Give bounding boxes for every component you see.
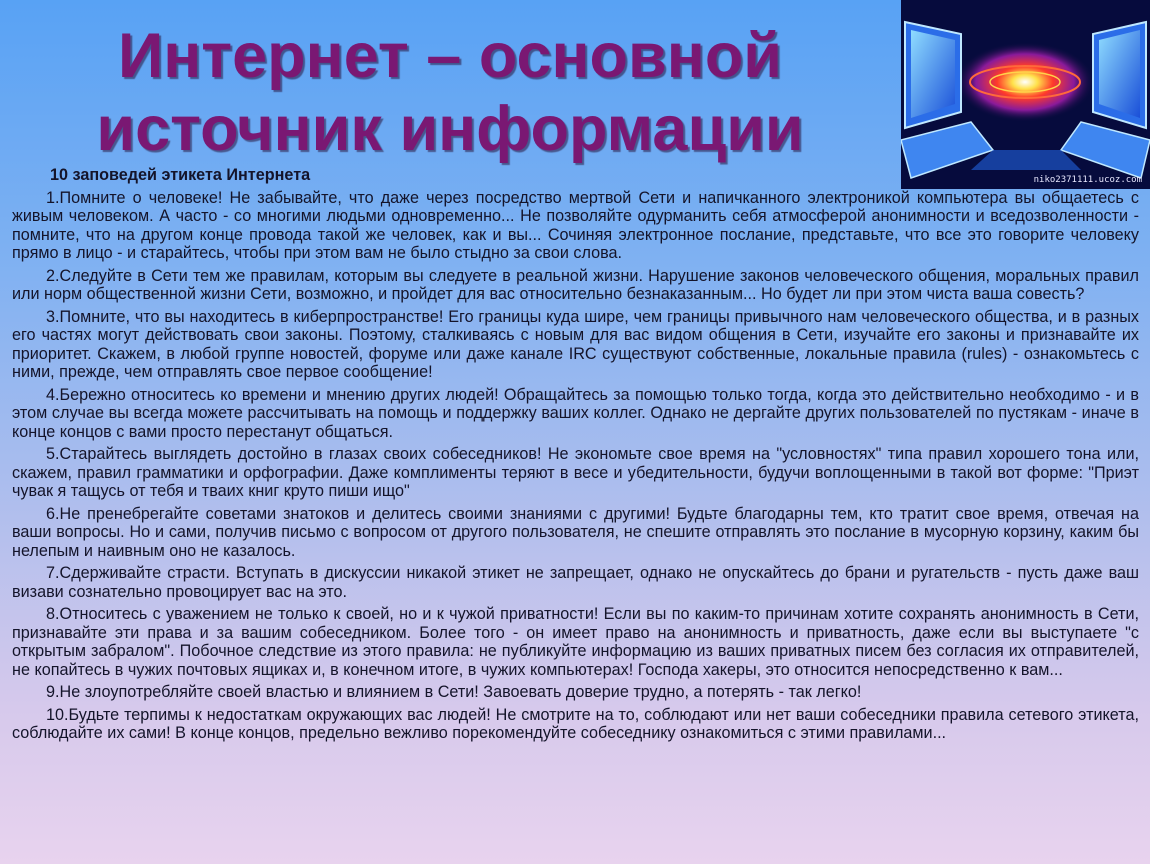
rule-paragraph-6: 6.Не пренебрегайте советами знатоков и делитесь своими знаниями с другими! Будьте благодарны тем, кто тратит свое время, отвечая на ваши вопросы. Но и сами, получив письмо с вопросом от другого пользователя, не спешите отправлять это послание в мусорную корзину, каким бы нелепым и наивным оно не казалось. bbox=[12, 504, 1139, 560]
rule-paragraph-8: 8.Относитесь с уважением не только к своей, но и к чужой приватности! Если вы по каким-то причинам хотите сохранять анонимность в Сети, признавайте эти права и за вашим собеседником. Более того - он имеет право на анонимность и приватность, даже если вы выступаете "с открытым забралом". Побочное следствие из этого правила: не публикуйте информацию из ваших приватных писем без согласия их отправителей, не копайтесь в чужих почтовых ящиках и, в конечном итоге, в чужих компьютерах! Господа хакеры, это относится непосредственно к вам... bbox=[12, 605, 1139, 679]
rule-paragraph-5: 5.Старайтесь выглядеть достойно в глазах своих собеседников! Не экономьте свое время на "условностях" типа правил хорошего тона или, скажем, правил грамматики и орфографии. Даже комплименты теряют в весе и убедительности, будучи воплощенными в такой вот форме: "Приэт чувак я тащусь от тебя и тваих книг круто пиши ищо" bbox=[12, 445, 1139, 500]
slide-title-line-2: источник информации bbox=[96, 94, 804, 164]
slide-title bbox=[50, 20, 850, 166]
rule-paragraph-1: 1.Помните о человеке! Не забывайте, что даже через посредство мертвой Сети и напичканного электроникой компьютера вы общаетесь с живым человеком. А часто - со многими людьми одновременно... Не позволяйте одурманить себя атмосферой анонимности и вседозволенности - помните, что на другом конце провода такой же человек, как и вы... Сочиняя электронное послание, представьте, что все это говорите человеку прямо в лицо - и старайтесь, чтобы при этом вам не было стыдно за свои слова. bbox=[12, 188, 1139, 262]
rules-subtitle: 10 заповедей этикета Интернета bbox=[50, 166, 311, 184]
computers-network-illustration-icon bbox=[901, 0, 1150, 189]
rule-paragraph-10: 10.Будьте терпимы к недостаткам окружающих вас людей! Не смотрите на то, соблюдают или нет ваши собеседники правила сетевого этикета, соблюдайте их сами! В конце концов, предельно вежливо порекомендуйте собеседнику ознакомиться с этими правилами... bbox=[12, 705, 1139, 742]
rule-paragraph-2: 2.Следуйте в Сети тем же правилам, которым вы следуете в реальной жизни. Нарушение законов человеческого общения, моральных правил или норм общественной жизни Сети, возможно, и пройдет для вас относительно безнаказанным... Но будет ли при этом чиста ваша совесть? bbox=[12, 266, 1139, 303]
rule-paragraph-7: 7.Сдерживайте страсти. Вступать в дискуссии никакой этикет не запрещает, однако не опускайтесь до брани и ругательств - пусть даже ваш визави сознательно провоцирует вас на это. bbox=[12, 564, 1139, 601]
computers-network-icon bbox=[901, 0, 1150, 189]
rule-paragraph-9: 9.Не злоупотребляйте своей властью и влиянием в Сети! Завоевать доверие трудно, а потерять - так легко! bbox=[46, 683, 862, 701]
slide-title-line-1: Интернет – основной bbox=[117, 21, 783, 91]
etiquette-rules bbox=[12, 166, 1139, 747]
rule-paragraph-4: 4.Бережно относитесь ко времени и мнению других людей! Обращайтесь за помощью только тогда, когда это действительно необходимо - и в этом случае вы всегда можете рассчитывать на помощь и поддержку ваших коллег. Однако не дергайте других пользователей по пустякам - иначе в конце концов с вами просто перестанут общаться. bbox=[12, 385, 1139, 441]
rule-paragraph-3: 3.Помните, что вы находитесь в киберпространстве! Его границы куда шире, чем границы привычного нам человеческого общества, и в разных его частях могут действовать свои законы. Поэтому, сталкиваясь с новым для вас видом общения в Сети, изучайте его законы и признавайте их приоритет. Скажем, в любой группе новостей, форуме или даже канале IRC существуют собственные, локальные правила (rules) - ознакомьтесь с ними, прежде, чем отправлять свое первое сообщение! bbox=[12, 307, 1139, 381]
image-caption: niko2371111.ucoz.com bbox=[1033, 175, 1142, 185]
